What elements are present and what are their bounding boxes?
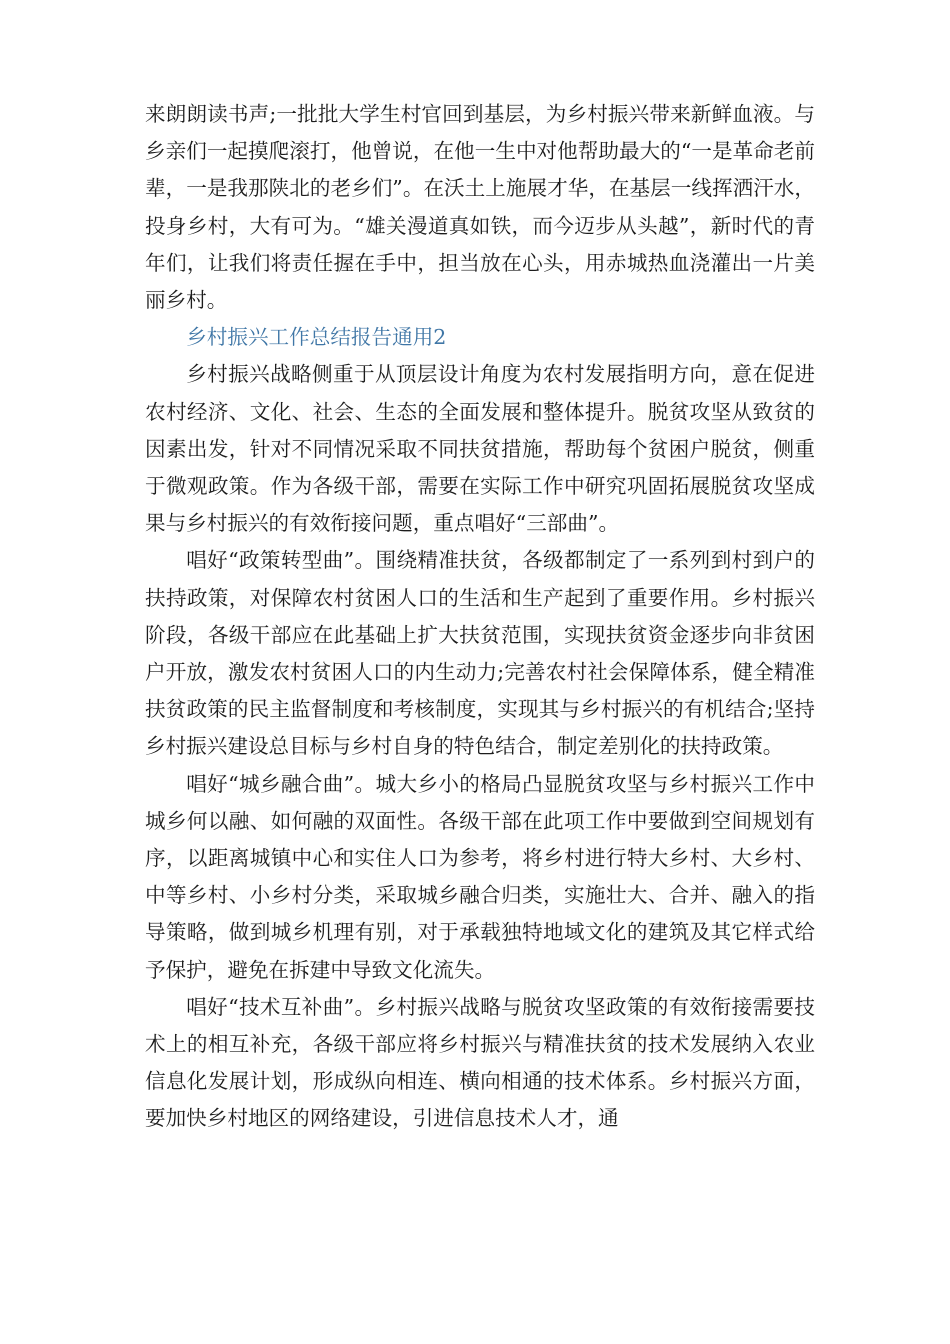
paragraph-urban-rural: 唱好“城乡融合曲”。城大乡小的格局凸显脱贫攻坚与乡村振兴工作中城乡何以融、如何融的双面性。各级干部在此项工作中要做到空间规划有序，以距离城镇中心和实住人口为参考，将乡村进行特大乡村、大乡村、中等乡村、小乡村分类，采取城乡融合归类，实施壮大、合并、融入的指导策略，做到城乡机理有别，对于承载独特地域文化的建筑及其它样式给予保护，避免在拆建中导致文化流失。 (145, 771, 815, 982)
paragraph-technology: 唱好“技术互补曲”。乡村振兴战略与脱贫攻坚政策的有效衔接需要技术上的相互补充，各级干部应将乡村振兴与精准扶贫的技术发展纳入农业信息化发展计划，形成纵向相连、横向相通的技术体系。乡村振兴方面，要加快乡村地区的网络建设，引进信息技术人才，通 (145, 994, 815, 1131)
paragraph-continuation: 来朗朗读书声;一批批大学生村官回到基层，为乡村振兴带来新鲜血液。与乡亲们一起摸爬滚打，他曾说，在他一生中对他帮助最大的“一是革命老前辈，一是我那陕北的老乡们”。在沃土上施展才华，在基层一线挥洒汗水，投身乡村，大有可为。“雄关漫道真如铁，而今迈步从头越”，新时代的青年们，让我们将责任握在手中，担当放在心头，用赤城热血浇灌出一片美丽乡村。 (145, 102, 815, 313)
section-heading: 乡村振兴工作总结报告通用2 (186, 325, 447, 350)
document-body (145, 96, 815, 1138)
paragraph-intro: 乡村振兴战略侧重于从顶层设计角度为农村发展指明方向，意在促进农村经济、文化、社会、生态的全面发展和整体提升。脱贫攻坚从致贫的因素出发，针对不同情况采取不同扶贫措施，帮助每个贫困户脱贫，侧重于微观政策。作为各级干部，需要在实际工作中研究巩固拓展脱贫攻坚成果与乡村振兴的有效衔接问题，重点唱好“三部曲”。 (145, 362, 815, 536)
paragraph-policy: 唱好“政策转型曲”。围绕精准扶贫，各级都制定了一系列到村到户的扶持政策，对保障农村贫困人口的生活和生产起到了重要作用。乡村振兴阶段，各级干部应在此基础上扩大扶贫范围，实现扶贫资金逐步向非贫困户开放，激发农村贫困人口的内生动力;完善农村社会保障体系，健全精准扶贫政策的民主监督制度和考核制度，实现其与乡村振兴的有机结合;坚持乡村振兴建设总目标与乡村自身的特色结合，制定差别化的扶持政策。 (145, 548, 815, 759)
